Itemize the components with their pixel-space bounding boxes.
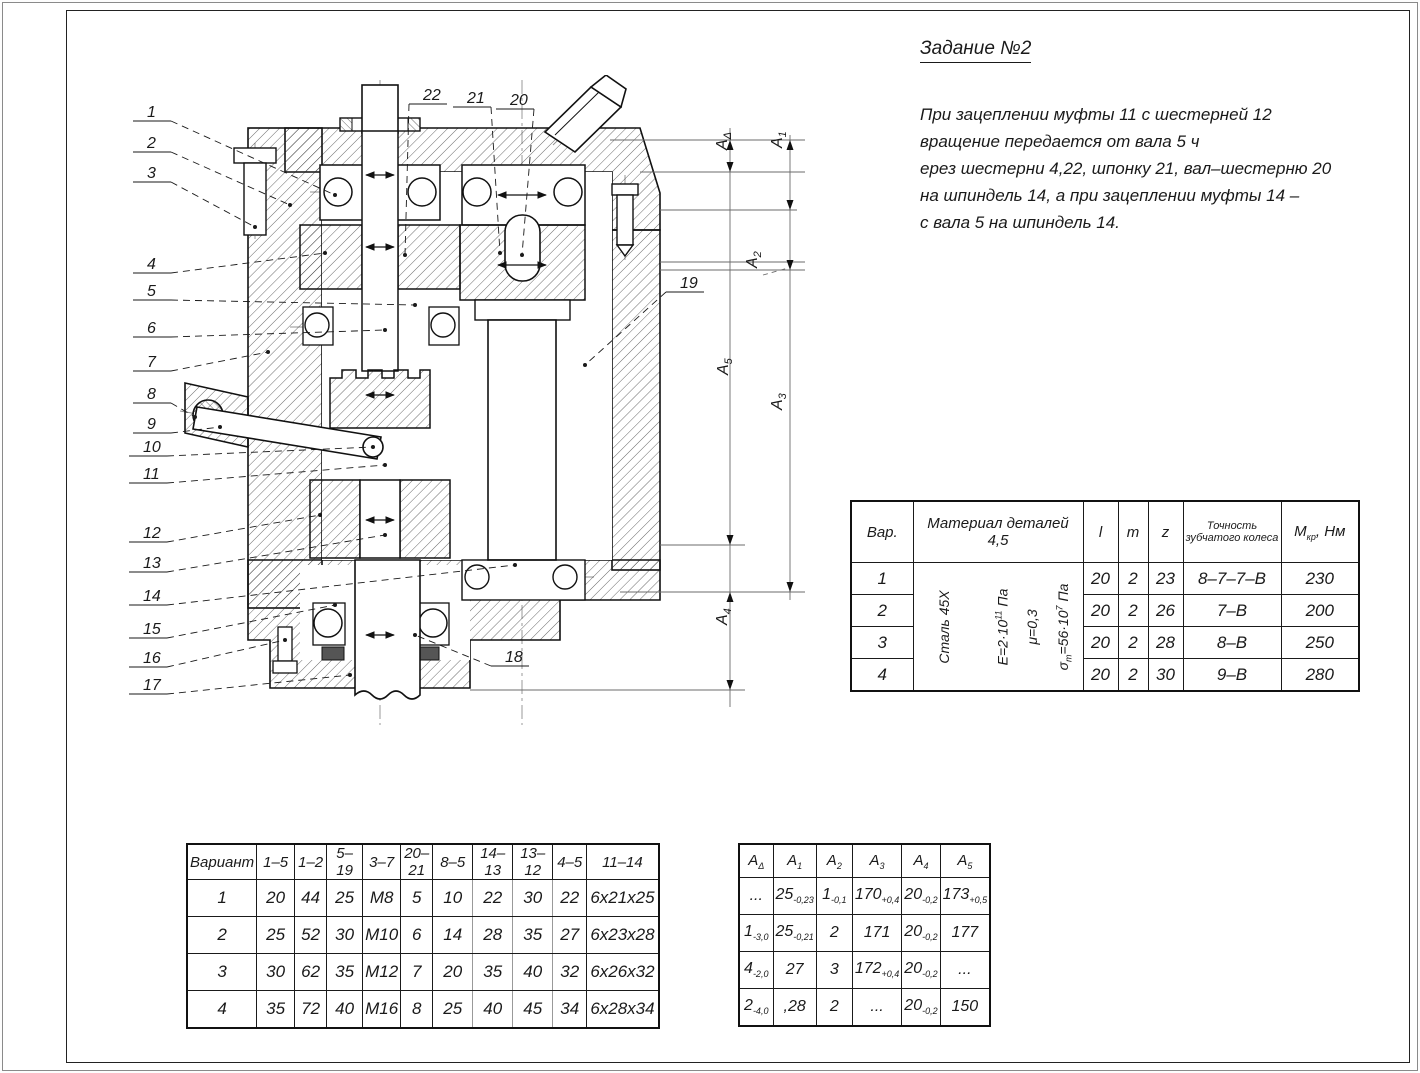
table-cell: 1 — [187, 880, 257, 917]
table-cell: 6х21х25 — [587, 880, 659, 917]
table-cell: 22 — [553, 880, 587, 917]
column-header: Материал деталей 4,5 — [913, 501, 1083, 563]
table-cell: М16 — [363, 991, 401, 1029]
table-cell: ,28 — [773, 989, 816, 1027]
column-header: Вар. — [851, 501, 913, 563]
task-line: вращение передается от вала 5 ч — [920, 132, 1200, 151]
bearing-ball — [408, 178, 436, 206]
column-header: 4–5 — [553, 844, 587, 880]
column-header: Точность зубчатого колеса — [1183, 501, 1281, 563]
callout-label-20: 20 — [510, 92, 528, 109]
callout-label-13: 13 — [143, 555, 161, 572]
table-cell: $170_{+0,4}$ — [852, 878, 901, 915]
material-line: μ=0,3 — [1023, 608, 1040, 645]
gear-13 — [400, 480, 450, 558]
callout-label-7: 7 — [147, 354, 156, 371]
table-cell: 6 — [401, 917, 433, 954]
table-row — [187, 991, 659, 1029]
table-cell: ... — [940, 952, 990, 989]
callout-label-16: 16 — [143, 650, 161, 667]
table-cell: М8 — [363, 880, 401, 917]
table-cell: 20 — [257, 880, 295, 917]
bearing-ball — [305, 313, 329, 337]
table-cell: 30 — [1148, 659, 1183, 692]
callout-label-9: 9 — [147, 416, 156, 433]
column-header: 14–13 — [473, 844, 513, 880]
table-cell: 40 — [513, 954, 553, 991]
table-cell: 35 — [327, 954, 363, 991]
callout-label-3: 3 — [147, 165, 156, 182]
table-cell: 20 — [1083, 627, 1118, 659]
table-cell: 150 — [940, 989, 990, 1027]
table-cell: 40 — [473, 991, 513, 1029]
table-cell: 2 — [1118, 659, 1148, 692]
table-cell: 27 — [553, 917, 587, 954]
table-row — [739, 878, 990, 915]
column-header: 5–19 — [327, 844, 363, 880]
table-row — [739, 915, 990, 952]
table-cell: 25 — [327, 880, 363, 917]
dimension-chain-table — [738, 843, 991, 1027]
bearing-ball — [553, 565, 577, 589]
table-cell: 22 — [473, 880, 513, 917]
material-line: $E=2\cdot 10^{11}$ Па — [993, 588, 1010, 665]
callout-label-17: 17 — [143, 677, 161, 694]
gearbox-cross-section-drawing — [85, 75, 825, 735]
column-header: 13–12 — [513, 844, 553, 880]
column-header: z — [1148, 501, 1183, 563]
table-cell: 177 — [940, 915, 990, 952]
table-cell: 280 — [1281, 659, 1359, 692]
callout-label-8: 8 — [147, 386, 156, 403]
callout-label-1: 1 — [147, 104, 156, 121]
table-cell: 28 — [1148, 627, 1183, 659]
table-cell: М10 — [363, 917, 401, 954]
gear-12 — [310, 480, 360, 558]
table-cell: 20 — [1083, 595, 1118, 627]
table-cell: 250 — [1281, 627, 1359, 659]
table-row — [739, 952, 990, 989]
table-cell: 1 — [851, 563, 913, 595]
table-cell: 7 — [401, 954, 433, 991]
column-header: 20–21 — [401, 844, 433, 880]
table-cell: 20 — [433, 954, 473, 991]
table-cell: 35 — [513, 917, 553, 954]
table-cell: $25_{-0,23}$ — [773, 878, 816, 915]
table-cell: 25 — [257, 917, 295, 954]
table-cell: 3 — [816, 952, 852, 989]
table-cell: 6х23х28 — [587, 917, 659, 954]
bearing-ball — [419, 609, 447, 637]
table-cell: 23 — [1148, 563, 1183, 595]
callout-label-10: 10 — [143, 439, 161, 456]
table-cell: 62 — [295, 954, 327, 991]
column-header: $A_1$ — [773, 844, 816, 878]
table-cell: 230 — [1281, 563, 1359, 595]
column-header: $A_2$ — [816, 844, 852, 878]
keyway-21 — [505, 215, 540, 281]
variants-table — [186, 843, 660, 1029]
callout-label-12: 12 — [143, 525, 161, 542]
table-cell: 2 — [816, 915, 852, 952]
table-cell: 30 — [327, 917, 363, 954]
table-row — [851, 563, 1359, 595]
table-cell: $20_{-0,2}$ — [902, 878, 940, 915]
shaft-5 — [362, 131, 398, 371]
table-cell: 30 — [257, 954, 295, 991]
table-cell: 2 — [1118, 627, 1148, 659]
callout-label-2: 2 — [147, 135, 156, 152]
housing-right-wall — [612, 230, 660, 570]
table-cell: 30 — [513, 880, 553, 917]
table-cell: $2_{-4,0}$ — [739, 989, 773, 1027]
table-cell: 8–В — [1183, 627, 1281, 659]
table-cell: 3 — [851, 627, 913, 659]
dim-label: $A_5$ — [715, 358, 735, 375]
column-header: $A_4$ — [902, 844, 940, 878]
table-header-row — [187, 844, 659, 880]
table-cell: 35 — [257, 991, 295, 1029]
material-cell — [913, 563, 1083, 692]
table-row — [739, 989, 990, 1027]
callout-label-5: 5 — [147, 283, 156, 300]
table-cell: 2 — [851, 595, 913, 627]
table-cell: 44 — [295, 880, 327, 917]
table-cell: 26 — [1148, 595, 1183, 627]
column-header: 8–5 — [433, 844, 473, 880]
materials-table — [850, 500, 1360, 692]
table-cell: 4 — [851, 659, 913, 692]
table-cell: 8–7–7–В — [1183, 563, 1281, 595]
task-line: на шпиндель 14, а при зацеплении муфты 14 – — [920, 186, 1300, 205]
table-cell: $4_{-2,0}$ — [739, 952, 773, 989]
table-cell: $1_{-3,0}$ — [739, 915, 773, 952]
task-line: с вала 5 на шпиндель 14. — [920, 213, 1120, 232]
gear-22 — [398, 225, 460, 289]
bottom-bolt — [278, 627, 292, 661]
bearing-ball — [554, 178, 582, 206]
column-header: $A_5$ — [940, 844, 990, 878]
table-cell: 4 — [187, 991, 257, 1029]
column-header: 1–5 — [257, 844, 295, 880]
table-header-row — [851, 501, 1359, 563]
table-cell: 25 — [433, 991, 473, 1029]
bearing-ball — [465, 565, 489, 589]
table-cell: 2 — [1118, 563, 1148, 595]
table-cell: $20_{-0,2}$ — [902, 989, 940, 1027]
dim-label: $A_1$ — [769, 131, 789, 148]
table-cell: М12 — [363, 954, 401, 991]
column-header: m — [1118, 501, 1148, 563]
table-cell: 34 — [553, 991, 587, 1029]
table-row — [187, 954, 659, 991]
table-cell: 200 — [1281, 595, 1359, 627]
dimension-labels — [714, 131, 789, 626]
callout-label-21: 21 — [467, 90, 485, 107]
task-title: Задание №2 — [920, 38, 1031, 63]
table-cell: 52 — [295, 917, 327, 954]
output-shaft — [355, 560, 420, 699]
column-header: 3–7 — [363, 844, 401, 880]
seal — [322, 647, 344, 660]
table-cell: 45 — [513, 991, 553, 1029]
table-cell: $20_{-0,2}$ — [902, 915, 940, 952]
callout-label-19: 19 — [680, 275, 698, 292]
table-row — [187, 917, 659, 954]
column-header: l — [1083, 501, 1118, 563]
table-row — [187, 880, 659, 917]
task-line: ерез шестерни 4,22, шпонку 21, вал–шестерню 20 — [920, 159, 1332, 178]
table-cell: 9–В — [1183, 659, 1281, 692]
table-cell: 6х28х34 — [587, 991, 659, 1029]
dim-label: $A_4$ — [714, 608, 734, 625]
table-cell: $20_{-0,2}$ — [902, 952, 940, 989]
sliding-gear-cluster-11 — [330, 370, 430, 428]
callout-label-22: 22 — [423, 87, 441, 104]
dim-label: $A_\Delta$ — [714, 131, 734, 150]
table-header-row — [739, 844, 990, 878]
dim-label: $A_3$ — [769, 393, 789, 410]
callout-label-11: 11 — [143, 466, 160, 483]
task-line: При зацеплении муфты 11 с шестерней 12 — [920, 105, 1272, 124]
task-block — [920, 38, 1390, 236]
dimension-arrowheads — [727, 140, 794, 690]
table-cell: 6х26х32 — [587, 954, 659, 991]
callout-label-18: 18 — [505, 649, 523, 666]
table-cell: $173_{+0,5}$ — [940, 878, 990, 915]
callout-label-15: 15 — [143, 621, 161, 638]
material-line: $\sigma_т=56\cdot 10^7$ Па — [1053, 583, 1074, 670]
dim-label: $A_2$ — [744, 251, 764, 268]
table-cell: 2 — [816, 989, 852, 1027]
table-cell: ... — [739, 878, 773, 915]
table-cell: 20 — [1083, 563, 1118, 595]
table-cell: 10 — [433, 880, 473, 917]
gear-4 — [300, 225, 362, 289]
shaft-top-stub — [362, 85, 398, 133]
callout-label-14: 14 — [143, 588, 161, 605]
table-cell: 171 — [852, 915, 901, 952]
column-header: 1–2 — [295, 844, 327, 880]
table-cell: 5 — [401, 880, 433, 917]
table-cell: $1_{-0,1}$ — [816, 878, 852, 915]
table-cell: 20 — [1083, 659, 1118, 692]
table-cell: 14 — [433, 917, 473, 954]
column-header: 11–14 — [587, 844, 659, 880]
column-header: Вариант — [187, 844, 257, 880]
table-cell: 3 — [187, 954, 257, 991]
table-cell: 28 — [473, 917, 513, 954]
table-cell: 2 — [1118, 595, 1148, 627]
column-header: $A_3$ — [852, 844, 901, 878]
table-cell: ... — [852, 989, 901, 1027]
table-cell: 72 — [295, 991, 327, 1029]
table-cell: 40 — [327, 991, 363, 1029]
spindle-14-body — [488, 320, 556, 560]
table-cell: 8 — [401, 991, 433, 1029]
callout-label-6: 6 — [147, 320, 156, 337]
bearing-ball — [314, 609, 342, 637]
callout-label-4: 4 — [147, 256, 156, 273]
material-line: Сталь 45Х — [935, 589, 952, 664]
column-header: $М_{кр}$, Нм — [1281, 501, 1359, 563]
table-cell: $25_{-0,21}$ — [773, 915, 816, 952]
table-cell: 2 — [187, 917, 257, 954]
table-cell: 27 — [773, 952, 816, 989]
bearing-ball — [463, 178, 491, 206]
table-cell: 7–В — [1183, 595, 1281, 627]
table-cell: 35 — [473, 954, 513, 991]
bearing-ball — [431, 313, 455, 337]
table-cell: 32 — [553, 954, 587, 991]
column-header: $A_\Delta$ — [739, 844, 773, 878]
table-cell: $172_{+0,4}$ — [852, 952, 901, 989]
